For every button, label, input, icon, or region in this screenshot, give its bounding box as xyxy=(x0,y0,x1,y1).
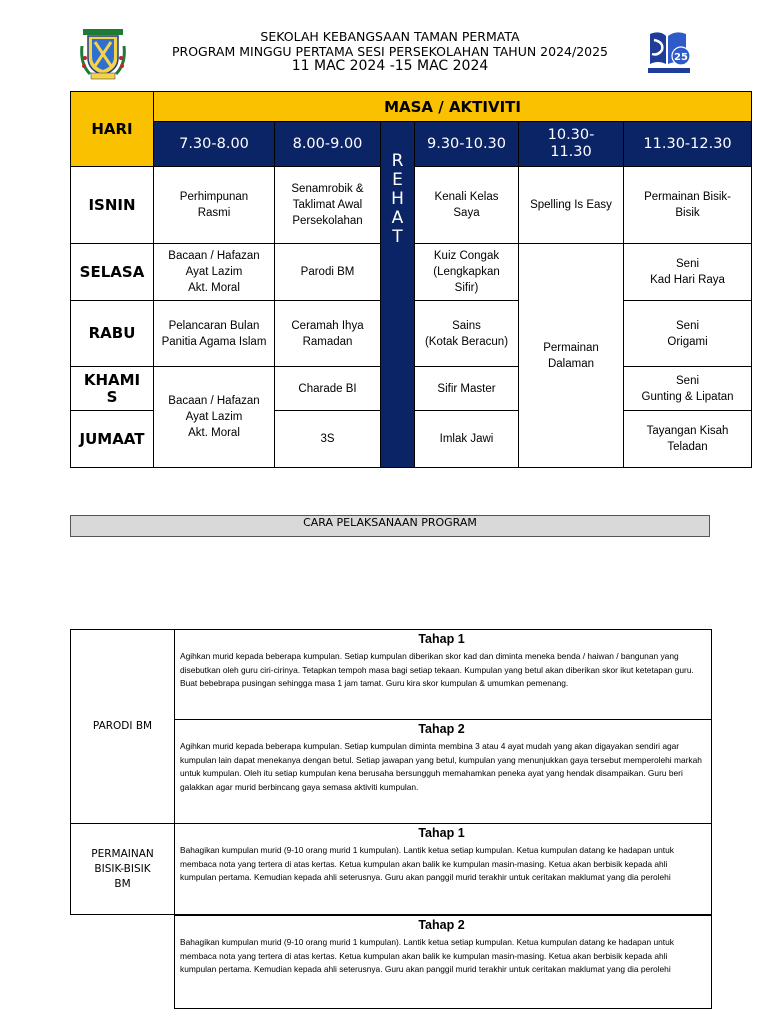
stage-title: Tahap 2 xyxy=(418,722,465,736)
stage-block xyxy=(174,629,712,720)
activity-cell: Seni Origami xyxy=(624,301,752,367)
day-label: ISNIN xyxy=(71,167,154,244)
activity-cell: Charade BI xyxy=(275,367,381,411)
activity-cell: Seni Kad Hari Raya xyxy=(624,244,752,301)
rehat-break: R E H A T xyxy=(381,122,415,468)
activity-cell: Seni Gunting & Lipatan xyxy=(624,367,752,411)
activity-stages xyxy=(174,824,712,1009)
stage-block xyxy=(174,824,712,915)
day-label: RABU xyxy=(71,301,154,367)
stage-description: Agihkan murid kepada beberapa kumpulan. Setiap kumpulan diminta membina 3 atau 4 ayat mudah yang akan digayakan sendiri agar kumpulan lain dapat menekanya dengan betul. Setiap jawapan yang betul, kumpulan yang menunjukkan gaya tersebut memperolehi markah untuk kumpulan. Oleh itu setiap kumpulan kena berusaha bersungguh memahamkan peneka ayat yang hendak disampaikan. Guru beri galakkan agar murid berbincang gaya semasa aktiviti kumpulan. xyxy=(180,741,702,792)
school-name: SEKOLAH KEBANGSAAN TAMAN PERMATA xyxy=(260,29,520,44)
schedule-table xyxy=(70,91,752,468)
anniversary-logo-icon xyxy=(644,28,694,78)
time-slot: 10.30- 11.30 xyxy=(519,122,624,167)
hari-header: HARI xyxy=(71,92,154,167)
program-dates: 11 MAC 2024 -15 MAC 2024 xyxy=(291,58,489,74)
time-slot: 11.30-12.30 xyxy=(624,122,752,167)
time-slot: 7.30-8.00 xyxy=(154,122,275,167)
logo-badge-number: 25 xyxy=(674,52,688,63)
activity-name: PERMAINAN BISIK-BISIK BM xyxy=(70,824,174,915)
time-slot: 8.00-9.00 xyxy=(275,122,381,167)
stage-title: Tahap 2 xyxy=(418,918,465,932)
stage-block xyxy=(174,720,712,824)
activity-cell: Kuiz Congak (Lengkapkan Sifir) xyxy=(415,244,519,301)
day-label: SELASA xyxy=(71,244,154,301)
activity-cell: Bacaan / Hafazan Ayat Lazim Akt. Moral xyxy=(154,244,275,301)
activity-cell: 3S xyxy=(275,411,381,468)
implementation-table xyxy=(70,629,712,1009)
document-title xyxy=(140,29,640,74)
activity-cell: Tayangan Kisah Teladan xyxy=(624,411,752,468)
activity-cell: Imlak Jawi xyxy=(415,411,519,468)
activity-stages xyxy=(174,629,712,824)
implementation-row-bisik xyxy=(70,824,712,1009)
activity-cell: Parodi BM xyxy=(275,244,381,301)
time-slot: 9.30-10.30 xyxy=(415,122,519,167)
activity-cell: Pelancaran Bulan Panitia Agama Islam xyxy=(154,301,275,367)
stage-block xyxy=(174,915,712,1009)
activity-cell: Ceramah Ihya Ramadan xyxy=(275,301,381,367)
implementation-row-parodi xyxy=(70,629,712,824)
section-heading-cara-pelaksanaan: CARA PELAKSANAAN PROGRAM xyxy=(70,515,710,537)
stage-description: Bahagikan kumpulan murid (9-10 orang murid 1 kumpulan). Lantik ketua setiap kumpulan. Ketua kumpulan datang ke hadapan untuk membaca nota yang tertera di atas kertas. Ketua kumpulan akan balik ke kumpulan masin-masing. Ketua akan berbisik kepada ahli kumpulan pertama. Kemudian kepada ahli seterusnya. Guru akan panggil murid terakhir untuk ceritakan maklumat yang dia perolehi xyxy=(180,937,674,975)
activity-cell: Perhimpunan Rasmi xyxy=(154,167,275,244)
activity-cell: Permainan Bisik- Bisik xyxy=(624,167,752,244)
activity-cell-permainan-dalaman: Permainan Dalaman xyxy=(519,244,624,468)
activity-cell: Senamrobik & Taklimat Awal Persekolahan xyxy=(275,167,381,244)
masa-aktiviti-header: MASA / AKTIVITI xyxy=(154,92,752,122)
day-label: JUMAAT xyxy=(71,411,154,468)
activity-cell: Bacaan / Hafazan Ayat Lazim Akt. Moral xyxy=(154,367,275,468)
stage-description: Bahagikan kumpulan murid (9-10 orang murid 1 kumpulan). Lantik ketua setiap kumpulan. Ketua kumpulan datang ke hadapan untuk membaca nota yang tertera di atas kertas. Ketua kumpulan akan balik ke kumpulan masin-masing. Ketua akan berbisik kepada ahli kumpulan pertama. Kemudian kepada ahli seterusnya. Guru akan panggil murid terakhir untuk ceritakan maklumat yang dia perolehi xyxy=(180,845,674,883)
day-label: KHAMI S xyxy=(71,367,154,411)
school-crest-icon xyxy=(80,28,126,80)
stage-title: Tahap 1 xyxy=(418,826,465,840)
activity-cell: Spelling Is Easy xyxy=(519,167,624,244)
program-title: PROGRAM MINGGU PERTAMA SESI PERSEKOLAHAN TAHUN 2024/2025 xyxy=(171,44,609,59)
stage-title: Tahap 1 xyxy=(418,632,465,646)
stage-description: Agihkan murid kepada beberapa kumpulan. Setiap kumpulan diberikan skor kad dan diminta meneka benda / haiwan / bangunan yang disebutkan oleh guru ciri-cirinya. Tetapkan tempoh masa bagi setiap tekaan. Kumpulan yang betul akan diberikan skor ikut ketetapan guru. Buat bebebrapa pusingan sehingga masa 1 jam tamat. Guru kira skor kumpulan & umumkan pemenang. xyxy=(180,651,694,689)
activity-cell: Sains (Kotak Beracun) xyxy=(415,301,519,367)
activity-name: PARODI BM xyxy=(70,629,174,824)
activity-cell: Kenali Kelas Saya xyxy=(415,167,519,244)
activity-cell: Sifir Master xyxy=(415,367,519,411)
